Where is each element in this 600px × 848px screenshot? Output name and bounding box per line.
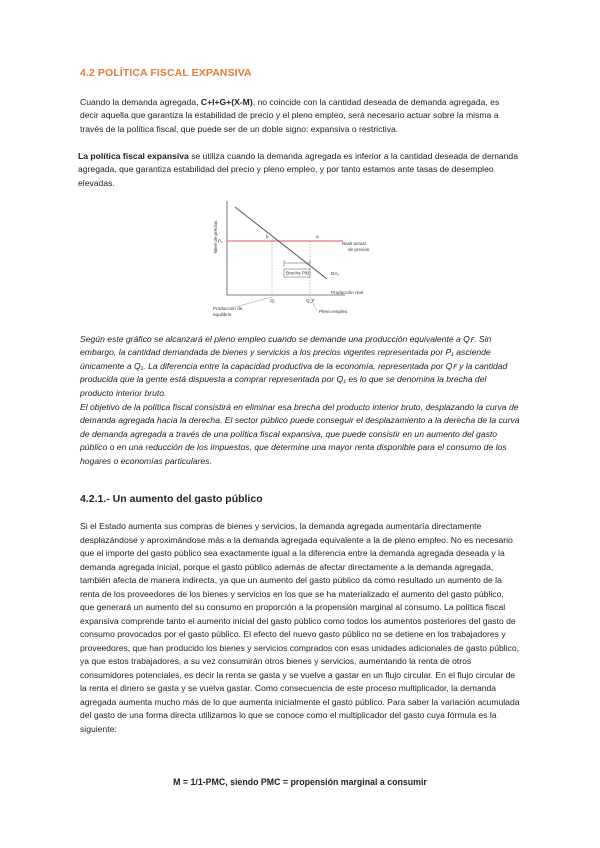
p2-text-after: se utiliza cuando la demanda agregada es inferior a la cantidad deseada de demanda agregada, que garantiza estabilidad del precio y pleno empleo, y por tanto estamos ante tasas de desempleo elevadas.	[78, 151, 518, 188]
subsection-title: 4.2.1.- Un aumento del gasto público	[80, 493, 263, 505]
demand-curve	[235, 207, 327, 279]
q1-label: Q₁	[270, 298, 276, 303]
qf-label: Q_F	[306, 298, 315, 303]
paragraph-public-spending: Si el Estado aumenta sus compras de bienes y servicios, la demanda agregada aumentaría directamente desplazándose y aproximándose más a la demanda agregada equivalente a la de pleno empleo. No es necesario que el importe del gasto público sea exactamente igual a la diferencia entre la demanda agregada deseada y la demanda agregada inicial, porque el gasto público además de afectar directamente a la demanda agregada, también afecta de manera indirecta, ya que un aumento del gasto público da como resultado un aumento de la renta de los proveedores de los bienes y servicios en los que se ha materializado el aumento del gasto público, que generará un aumento del su consumo en proporción a la propensión marginal al consumo. La política fiscal expansiva comprende tanto el aumento inicial del gasto público como todos los aumentos posteriores del gasto de consumo provocados por el gasto público. El efecto del nuevo gasto público no se detiene en los trabajadores y proveedores, que han producido los bienes y servicios comprados con esas unidades adicionales de gasto público, ya que estos trabajadores, a su vez consumirán otros bienes y servicios, aumentando la renta de otros consumidores potenciales, es decir la renta se gasta y se vuelve a gastar en un flujo circular. En el flujo circular de la renta el dinero se gasta y se vuelva gastar. Como consecuencia de este proceso multiplicador, la demanda agregada aumenta mucho más de lo que aumenta inicialmente el gasto público. Para saber la variación acumulada del gasto de una forma directa utilizamos lo que se conoce como el multiplicador del gasto cuya fórmula es la siguiente:	[80, 521, 520, 734]
point-b-label: b	[266, 234, 269, 239]
equilibrium-label-1: Producción de	[213, 306, 243, 311]
paragraph-aggregate-demand	[80, 96, 520, 136]
gdp-gap-diagram	[205, 197, 395, 323]
p1-formula-bold: C+I+G+(X-M)	[200, 97, 253, 107]
price-line-label-1: Nivel actual	[342, 241, 366, 246]
p2-term-bold: La política fiscal expansiva	[78, 151, 189, 161]
point-a-label: a	[316, 234, 319, 239]
multiplier-formula: M = 1/1-PMC, siendo PMC = propensión marginal a consumir	[173, 777, 427, 787]
x-axis-label: Producción real	[331, 290, 363, 295]
y-axis-label: Nivel de precios	[213, 220, 218, 254]
paragraph-expansive-policy	[78, 150, 518, 190]
section-title: 4.2 POLÍTICA FISCAL EXPANSIVA	[80, 67, 252, 79]
paragraph-chart-explanation: Según este gráfico se alcanzará el pleno empleo cuando se demande una producción equivalente a Qꜰ. Sin embargo, la cantidad demandada de bienes y servicios a los precios vigentes representada por P₁ asciende únicamente a Q₁. La diferencia entre la capacidad productiva de la economía, representada por Qꜰ y la cantidad producida que la gente está dispuesta a comprar representada por Q₁ es lo que se denomina la brecha del producto interior bruto.	[80, 334, 508, 398]
full-employment-label: Pleno empleo	[319, 309, 348, 314]
paragraph-fiscal-objective: El objetivo de la política fiscal consistirá en eliminar esa brecha del producto interior bruto, desplazando la curva de demanda agregada hacia la derecha. El sector público puede conseguir el desplazamiento a la derecha de la curva de demanda agregada a través de una política fiscal expansiva, que puede consistir en un aumento del gasto público o en una reducción de los impuestos, que determine una mayor renta disponible para el consumo de los hogares o economías particulares.	[80, 402, 520, 466]
price-label: P₁	[218, 238, 223, 244]
gap-label: Brecha PIB	[286, 270, 310, 276]
equilibrium-label-2: equilibrio	[213, 312, 232, 317]
p1-text-after: , no coincide con la cantidad deseada de demanda agregada, es decir aquella que garantiza la estabilidad de precio y el pleno empleo, será necesario actuar sobre la misma a través de la política fiscal, que puede ser de un doble signo: expansiva o restrictiva.	[80, 97, 500, 134]
price-line-label-2: de precios	[348, 247, 370, 252]
demand-label: DA₁	[331, 271, 339, 276]
p1-text-before: Cuando la demanda agregada,	[80, 97, 201, 107]
